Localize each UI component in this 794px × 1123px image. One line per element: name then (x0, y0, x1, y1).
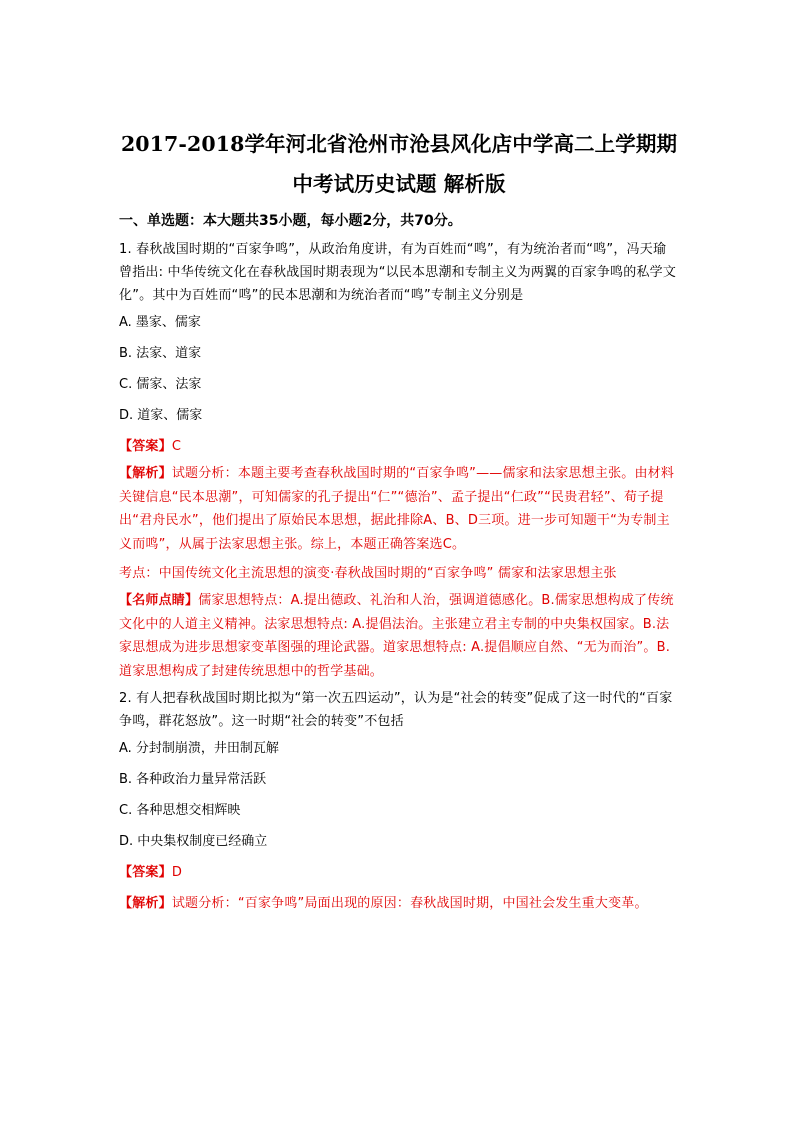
question-2-analysis (119, 888, 679, 919)
question-2-option-d: D. 中央集权制度已经确立 (119, 834, 268, 849)
question-1-tips (119, 589, 679, 683)
question-2-option-b: B. 各种政治力量异常活跃 (119, 772, 267, 787)
question-2-answer (119, 857, 679, 888)
question-1-option-b: B. 法家、道家 (119, 346, 202, 361)
answer-tag: 【答案】 (119, 439, 172, 454)
document-body (119, 124, 679, 919)
answer-value: D (171, 865, 183, 880)
analysis-text: 试题分析：本题主要考查春秋战国时期的“百家争鸣”——儒家和法家思想主张。由材料关键信息“民本思潮”，可知儒家的孔子提出“仁”“德治”、孟子提出“仁政”“民贵君轻”、荀子提出“君舟民水”，他们提出了原始民本思想，据此排除A、B、D三项。进一步可知题干“为专制主义而鸣”，从属于法家思想主张。综上，本题正确答案选C。 (119, 466, 675, 552)
question-1-option-d: D. 道家、儒家 (119, 408, 203, 423)
section-heading: 一、单选题：本大题共35小题，每小题2分，共70分。 (119, 213, 462, 229)
analysis-tag: 【解析】 (119, 466, 172, 481)
document-title-line-1: 2017-2018学年河北省沧州市沧县风化店中学高二上学期期 (120, 132, 678, 156)
question-2-option-c: C. 各种思想交相辉映 (119, 803, 241, 818)
question-2-stem: 2. 有人把春秋战国时期比拟为“第一次五四运动”，认为是“社会的转变”促成了这一时代的“百家争鸣，群花怒放”。这一时期“社会的转变”不包括 (119, 691, 673, 729)
question-1 (119, 238, 679, 683)
document-title-line-2: 中考试历史试题 解析版 (292, 172, 506, 196)
question-1-answer (119, 431, 679, 462)
answer-value: C (171, 439, 182, 454)
tips-tag: 【名师点睛】 (119, 593, 199, 608)
question-1-stem: 1. 春秋战国时期的“百家争鸣”，从政治角度讲，有为百姓而“鸣”，有为统治者而“鸣”，冯天瑜曾指出: 中华传统文化在春秋战国时期表现为“以民本思潮和专制主义为两翼的百家争鸣的私学文化”。其中为百姓而“鸣”的民本思潮和为统治者而“鸣”专制主义分别是 (119, 242, 677, 303)
question-1-kaodian: 考点：中国传统文化主流思想的演变·春秋战国时期的“百家争鸣” 儒家和法家思想主张 (119, 566, 617, 581)
question-2 (119, 687, 679, 919)
question-1-option-a: A. 墨家、儒家 (119, 315, 201, 330)
question-2-option-a: A. 分封制崩溃，井田制瓦解 (119, 741, 279, 756)
analysis-tag: 【解析】 (119, 896, 172, 911)
question-1-option-c: C. 儒家、法家 (119, 377, 202, 392)
answer-tag: 【答案】 (119, 865, 172, 880)
question-1-analysis (119, 462, 679, 556)
tips-text: 儒家思想特点：A.提出德政、礼治和人治，强调道德感化。B.儒家思想构成了传统文化中的人道主义精神。法家思想特点: A.提倡法治。主张建立君主专制的中央集权国家。B.法家思想成为进步思想家变革图强的理论武器。道家思想特点: A.提倡顺应自然、“无为而治”。B.道家思想构成了封建传统思想中的哲学基础。 (119, 593, 674, 679)
analysis-text: 试题分析：“百家争鸣”局面出现的原因：春秋战国时期，中国社会发生重大变革。 (171, 896, 648, 911)
